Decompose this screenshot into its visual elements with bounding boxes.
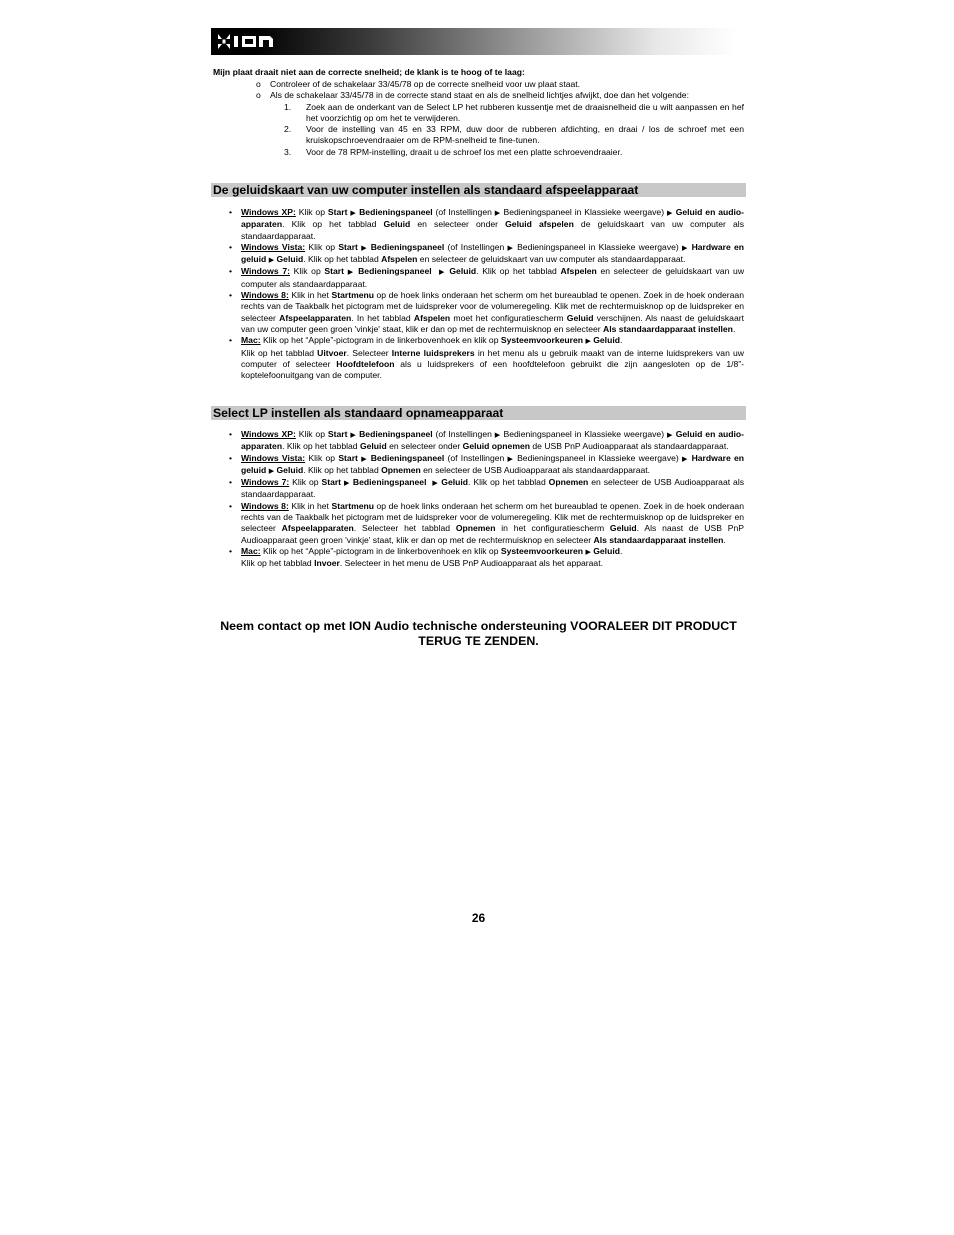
text-span: Start [338, 241, 358, 252]
text-span: o [256, 90, 261, 101]
text-span: (of Instellingen [432, 207, 495, 217]
text-span: . Selecteer het tabblad [353, 523, 456, 534]
text-span: . [619, 545, 623, 556]
text-span: Interne luidsprekers [391, 347, 475, 358]
text-span: in het configuratiescherm [495, 523, 610, 534]
arrow-right-icon: ▶ [494, 210, 501, 217]
text-span: en selecteer onder [386, 441, 463, 452]
text-span: Hardware en geluid [241, 452, 745, 475]
bullet-icon: • [229, 241, 233, 252]
arrow-right-icon: ▶ [268, 257, 275, 265]
list-item-windows-xp [229, 207, 744, 242]
text-span: Als de schakelaar 33/45/78 in de correcte stand staat en als de snelheid lichtjes afwijkt, doe dan het volgende: [270, 90, 689, 101]
text-span: Klik op [295, 429, 328, 439]
text-span: . [619, 335, 623, 346]
text-span: Bedieningspaneel in Klassieke weergave) [500, 429, 667, 439]
text-span: en selecteer de geluidskaart van uw computer als standaardapparaat. [417, 254, 686, 265]
text-span: . Klik op het tabblad [303, 254, 382, 265]
arrow-right-icon: ▶ [439, 269, 446, 277]
list-item-windows-vista [229, 452, 745, 478]
text-span: Start [324, 266, 345, 277]
arrow-right-icon: ▶ [666, 432, 673, 439]
text-span: (of Instellingen [444, 241, 508, 252]
text-span: Windows XP: [241, 429, 296, 439]
text-span: Klik op het tabblad [241, 347, 318, 358]
text-span: o [256, 79, 261, 89]
text-span: . [732, 323, 736, 334]
text-span: . Klik op het tabblad [476, 266, 561, 277]
text-span: de USB PnP Audioapparaat als standaardapparaat. [530, 441, 729, 452]
step-item [270, 147, 744, 158]
text-span: Afspelen [560, 266, 597, 277]
text-span: Opnemen [381, 464, 421, 475]
arrow-right-icon: ▶ [507, 455, 514, 463]
text-span: . [723, 534, 726, 545]
list-item-mac [229, 335, 744, 381]
steps-list [270, 102, 744, 158]
text-span: Voor de 78 RPM-instelling, draait u de schroef los met een platte schroevendraaier. [306, 146, 623, 157]
text-span: in het menu als u gebruik maakt van de interne luidsprekers van uw computer of selecteer [241, 347, 744, 369]
text-span: Windows 8: [241, 290, 289, 301]
arrow-right-icon: ▶ [344, 480, 350, 488]
text-span: Geluid [593, 545, 620, 556]
text-span: verschijnen. Als naast de geluidskaart van uw computer geen groen 'vinkje' staat, klik er dan op met de rechtermuisknop en selecteer [241, 312, 744, 334]
text-span: Start [338, 452, 358, 463]
text-span: Hardware en geluid [241, 241, 745, 265]
text-span: Klik op [295, 207, 328, 217]
text-span: 2. [284, 124, 292, 135]
arrow-right-icon: ▶ [361, 244, 368, 252]
section-heading-recording: Select LP instellen als standaard opnameapparaat [211, 406, 746, 420]
text-span: 1. [284, 101, 292, 112]
bullet-icon: • [229, 266, 233, 277]
text-span: Hoofdtelefoon [336, 358, 395, 369]
text-span: . Klik op het tabblad [468, 477, 549, 488]
text-span: Opnemen [455, 523, 496, 534]
text-span: Mac: [241, 545, 261, 556]
support-contact-note [211, 619, 746, 649]
text-span: . Selecteer in het menu de USB PnP Audioapparaat als het apparaat. [339, 558, 603, 569]
text-span: Geluid [359, 441, 387, 452]
text-span: Voor de instelling van 45 en 33 RPM, duw door de rubberen afdichting, en draai / los de schroef met een kruiskopschroevendraaier om de RPM-snelheid te fine-tunen. [306, 124, 744, 146]
arrow-right-icon: ▶ [361, 455, 368, 463]
text-span: Klik op het “Apple”-pictogram in de linkerbovenhoek en klik op [260, 335, 501, 346]
arrow-right-icon: ▶ [682, 244, 689, 252]
text-span: moet het configuratiescherm [450, 312, 567, 323]
text-span: Klik in het [288, 290, 332, 301]
text-span: Bedieningspaneel [370, 241, 445, 252]
text-span: Bedieningspaneel [370, 452, 445, 463]
text-span: Windows 8: [241, 500, 289, 511]
text-span: Start [321, 477, 342, 488]
arrow-right-icon: ▶ [268, 467, 275, 475]
text-span: Klik op [305, 241, 339, 252]
text-span: . Klik op het tabblad [282, 441, 360, 452]
text-span: Bedieningspaneel [352, 477, 427, 488]
arrow-right-icon: ▶ [666, 210, 673, 217]
text-span: Afspelen [413, 312, 451, 323]
text-span: Afspelen [381, 254, 418, 265]
text-span: Klik in het [288, 500, 332, 511]
text-span: en selecteer de USB Audioapparaat als standaardapparaat. [420, 464, 651, 475]
text-span: Klik op [305, 452, 339, 463]
arrow-right-icon: ▶ [347, 269, 355, 277]
text-span: Windows Vista: [241, 452, 306, 463]
text-span: Opnemen [548, 477, 589, 488]
text-span: Neem contact op met ION Audio technische ondersteuning VOORALEER DIT PRODUCT [220, 619, 737, 633]
text-span: Geluid en audio-apparaten [241, 207, 744, 230]
text-span: . Klik op het tabblad [282, 219, 384, 230]
header-logo-bar [211, 28, 736, 55]
list-item-windows-vista [229, 241, 745, 267]
text-span: Geluid [441, 477, 469, 488]
text-span: . Als naast de USB PnP Audioapparaat geen groen 'vinkje' staat, klik er dan op met de rechtermuisknop en selecteer [241, 523, 744, 545]
bullet-icon: • [229, 477, 233, 488]
text-span: Klik op [289, 477, 322, 488]
text-span: . In het tabblad [351, 312, 414, 323]
text-span: Start [327, 207, 348, 217]
text-span: en selecteer onder [410, 219, 506, 230]
list-item-windows-7 [229, 477, 745, 501]
step-item [270, 124, 744, 147]
text-span: Geluid en audio-apparaten [241, 429, 744, 452]
text-span: Windows XP: [241, 207, 296, 217]
text-span: Bedieningspaneel [359, 207, 433, 217]
bullet-icon: • [229, 429, 233, 439]
list-item-mac [229, 545, 744, 570]
recording-os-list [229, 429, 745, 570]
troubleshoot-list [256, 79, 744, 158]
text-span: Klik op het tabblad [241, 558, 315, 569]
text-span: Geluid opnemen [462, 441, 530, 452]
text-span: Startmenu [331, 500, 374, 511]
text-span: Controleer of de schakelaar 33/45/78 op de correcte snelheid voor uw plaat staat. [270, 79, 581, 89]
text-span: Startmenu [331, 290, 374, 301]
text-span: . Klik op het tabblad [303, 464, 382, 475]
text-span: Geluid [383, 219, 411, 230]
text-span: . Selecteer [346, 347, 392, 358]
text-span: Start [327, 429, 348, 439]
step-item [270, 102, 744, 125]
text-span: Klik op het “Apple”-pictogram in de linkerbovenhoek en klik op [260, 545, 501, 556]
bullet-icon: • [229, 290, 233, 301]
bullet-icon: • [229, 545, 233, 556]
text-span: de geluidskaart van uw computer als standaardapparaat. [241, 219, 744, 241]
text-span: Geluid [593, 335, 620, 346]
text-span: (of Instellingen [444, 452, 508, 463]
text-span: Afspeelapparaten [281, 523, 354, 534]
list-item [256, 79, 744, 90]
bullet-icon: • [229, 207, 233, 217]
text-span: 3. [284, 146, 292, 157]
text-span: Als standaardapparaat instellen [603, 323, 733, 334]
text-span: en selecteer de USB Audioapparaat als standaardapparaat. [241, 477, 745, 500]
text-span: Geluid afspelen [505, 219, 574, 230]
bullet-icon: • [229, 500, 233, 511]
list-item-windows-xp [229, 429, 744, 453]
text-span: Systeemvoorkeuren [500, 545, 584, 556]
text-span: op de hoek links onderaan het scherm om het bureaublad te openen. Zoek in de hoek onderaan rechts van de Taakbalk het pictogram met de luidspreker voor de volumeregeling. Klik met de rechtermuisknop op de luidspreker en selecteer [241, 290, 744, 323]
text-span: Geluid [276, 254, 304, 265]
list-item-windows-7 [229, 266, 745, 290]
text-span: Als standaardapparaat instellen [593, 534, 724, 545]
arrow-right-icon: ▶ [682, 455, 689, 463]
arrow-right-icon: ▶ [585, 548, 591, 556]
bullet-icon: • [229, 335, 233, 346]
text-span: als u luidsprekers of een hoofdtelefoon gebruikt die zijn aangesloten op de 1/8”-koptelefoonuitgang van de computer. [241, 358, 744, 381]
bullet-icon: • [229, 452, 233, 463]
text-span: en selecteer de geluidskaart van uw computer als standaardapparaat. [241, 266, 745, 289]
text-span: Geluid [609, 523, 637, 534]
text-span: Bedieningspaneel in Klassieke weergave) [500, 207, 667, 217]
text-span: Uitvoer [317, 347, 347, 358]
arrow-right-icon: ▶ [350, 432, 357, 439]
list-item-windows-8 [229, 290, 744, 335]
text-span: Windows Vista: [241, 241, 306, 252]
troubleshoot-title: Mijn plaat draait niet aan de correcte snelheid; de klank is te hoog of te laag: [213, 67, 525, 77]
list-item-windows-8 [229, 500, 744, 546]
text-span: Systeemvoorkeuren [500, 335, 584, 346]
text-span: Geluid [276, 464, 304, 475]
text-span: Windows 7: [241, 477, 290, 488]
text-span: (of Instellingen [432, 429, 495, 439]
text-span: Geluid [566, 312, 594, 323]
arrow-right-icon: ▶ [494, 432, 501, 439]
text-span: op de hoek links onderaan het scherm om het bureaublad te openen. Zoek in de hoek onderaan rechts van de Taakbalk het pictogram met de luidspreker voor de volumeregeling. Klik met de rechtermuisknop op de luidspreker en selecteer [241, 500, 744, 534]
text-span: Bedieningspaneel in Klassieke weergave) [513, 241, 683, 252]
list-item [256, 90, 744, 101]
arrow-right-icon: ▶ [350, 210, 357, 217]
text-span: Klik op [289, 266, 325, 277]
arrow-right-icon: ▶ [585, 338, 591, 346]
text-span: TERUG TE ZENDEN. [418, 634, 539, 648]
text-span: Invoer [314, 558, 340, 569]
playback-os-list [229, 207, 745, 381]
text-span: Bedieningspaneel [358, 266, 432, 277]
text-span: Mac: [241, 335, 261, 346]
text-span: Afspeelapparaten [279, 312, 352, 323]
text-span: Windows 7: [241, 266, 290, 277]
arrow-right-icon: ▶ [507, 244, 514, 252]
text-span: Zoek aan de onderkant van de Select LP het rubberen kussentje met de draaisnelheid die u wilt aanpassen en hef het voorzichtig op om het te verwijderen. [306, 101, 744, 123]
page-number: 26 [471, 911, 486, 925]
text-span: Bedieningspaneel in Klassieke weergave) [513, 452, 683, 463]
section-heading-playback: De geluidskaart van uw computer instellen als standaard afspeelapparaat [211, 183, 746, 197]
ion-logo-icon [214, 31, 284, 52]
arrow-right-icon: ▶ [432, 480, 439, 488]
text-span: Geluid [449, 266, 477, 277]
text-span: Bedieningspaneel [359, 429, 433, 439]
